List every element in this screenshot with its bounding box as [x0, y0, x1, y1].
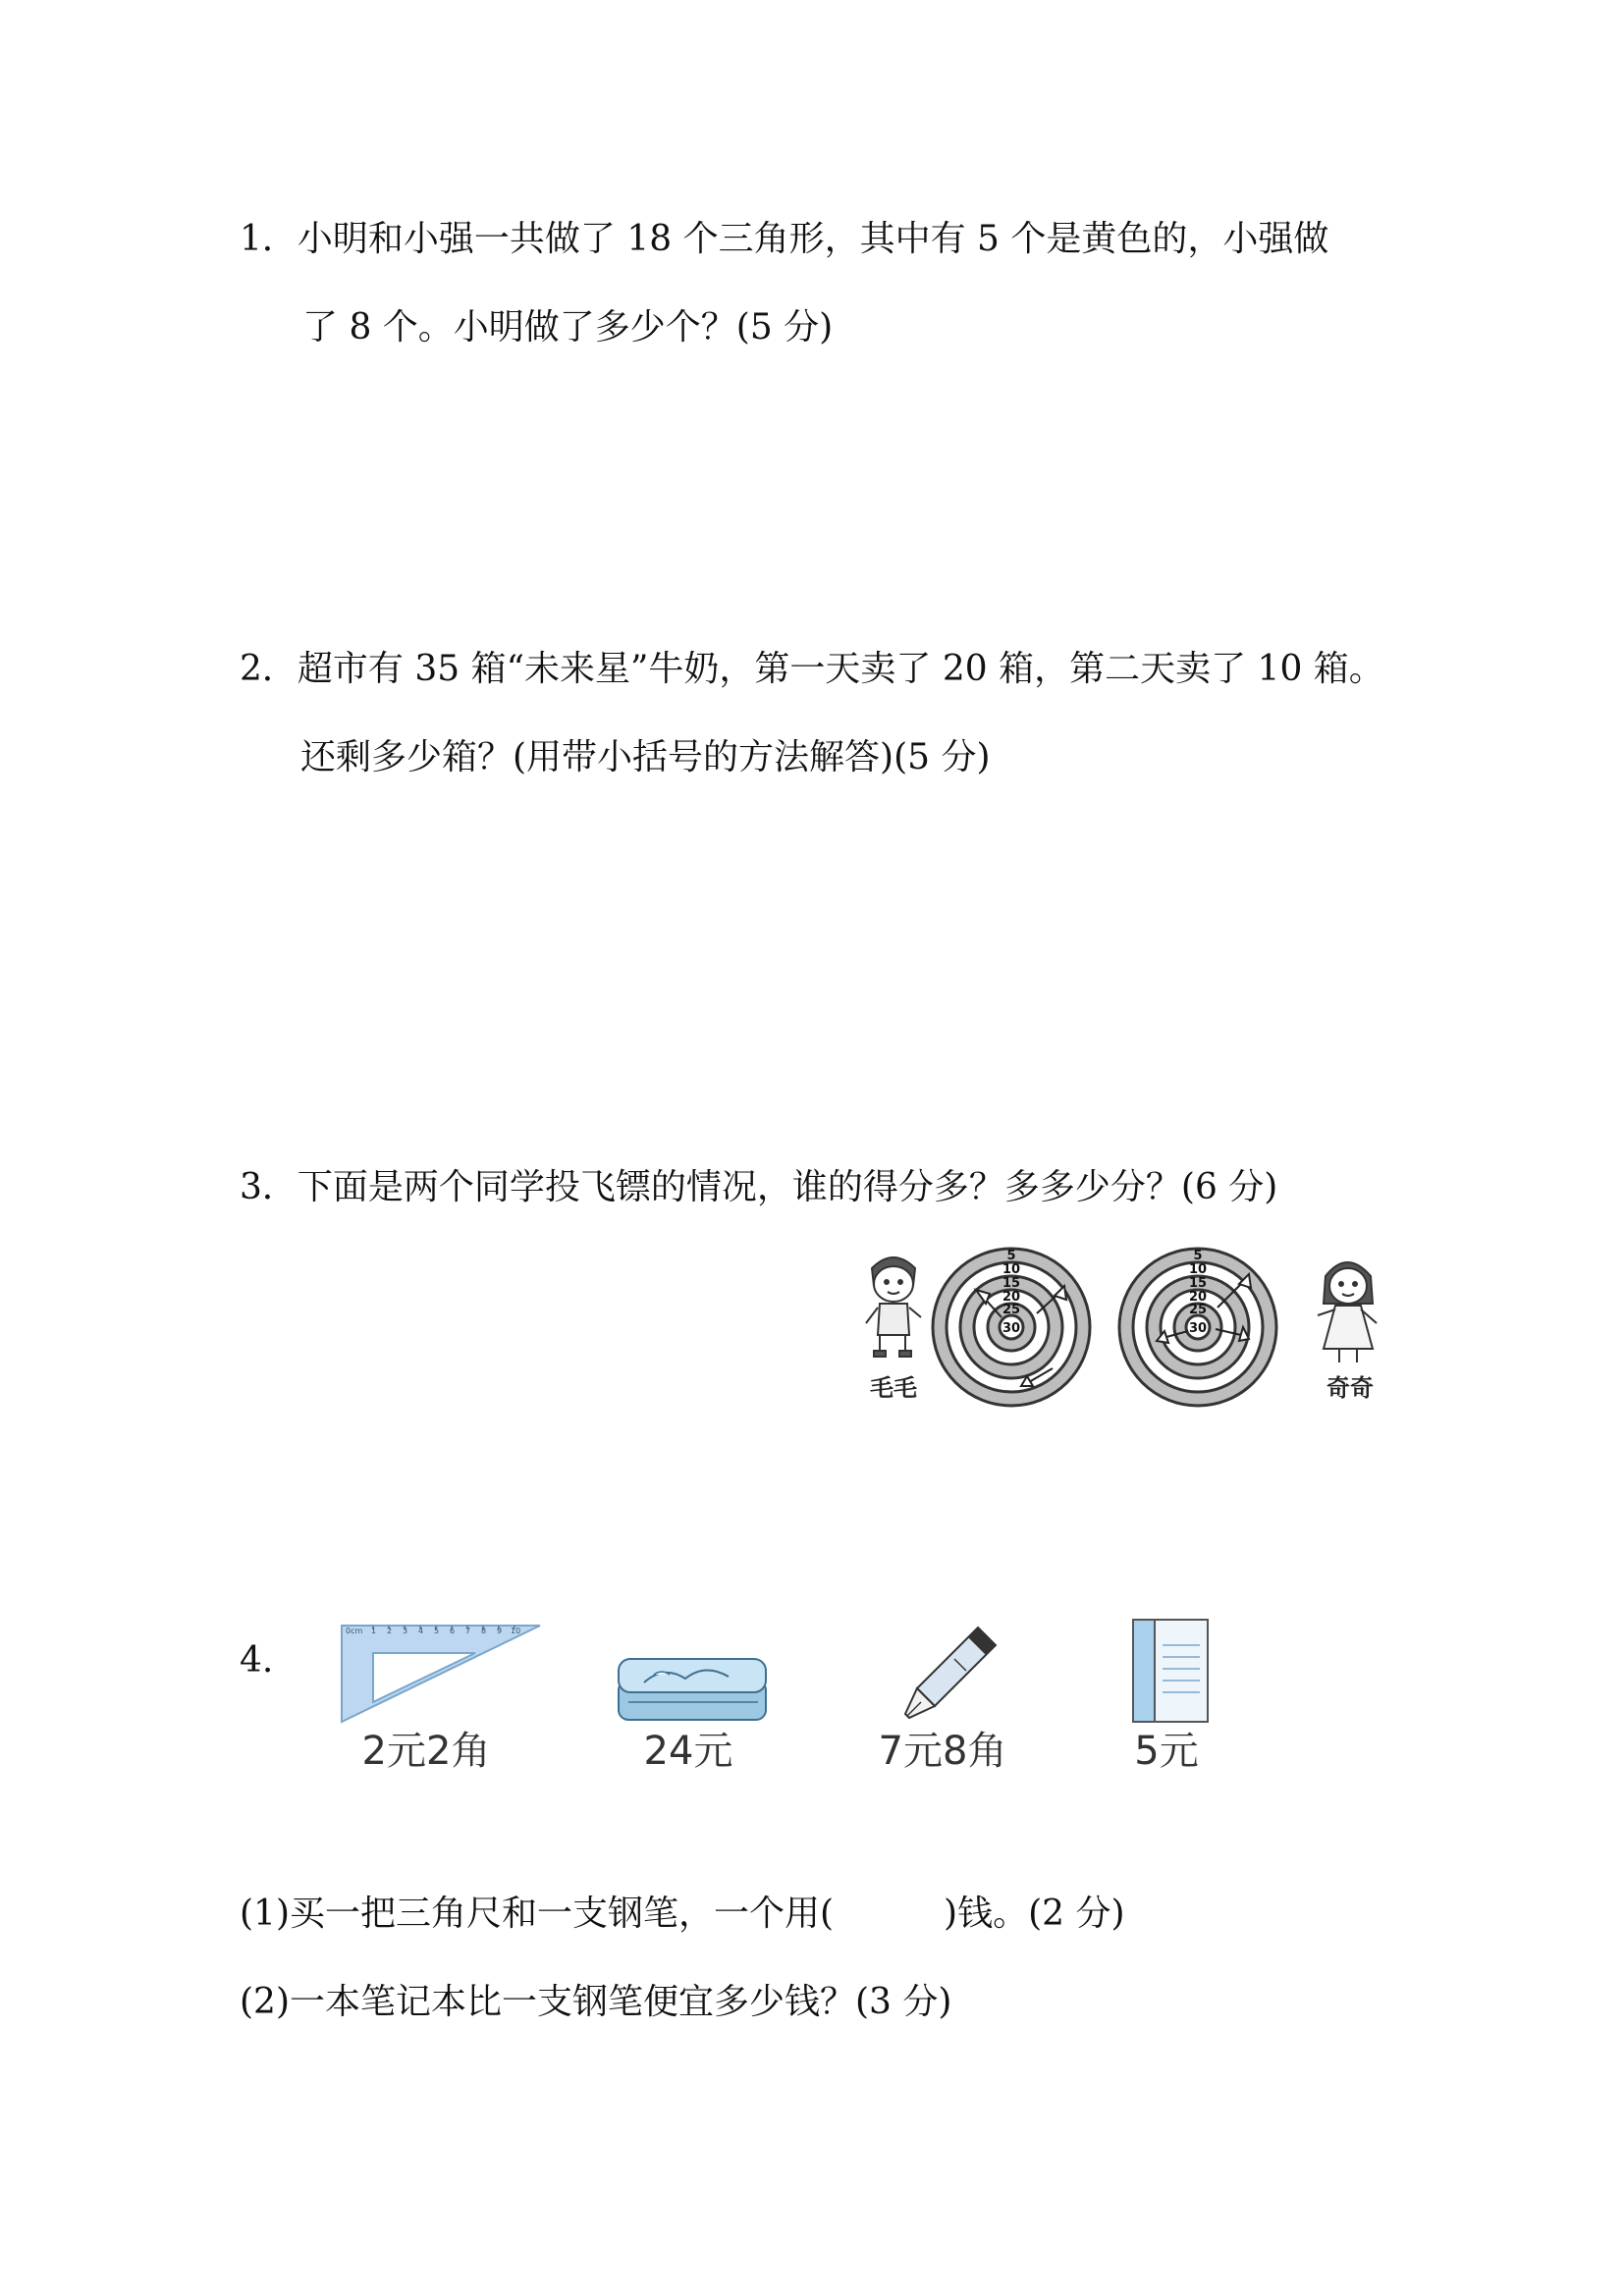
- question-4-sub-2: (2)一本笔记本比一支钢笔便宜多少钱？(3 分): [240, 1982, 952, 2022]
- left-ring-score: 15: [1001, 1276, 1021, 1291]
- question-4-sub-1-text-after: )钱。(2 分): [944, 1894, 1125, 1934]
- right-ring-score: 30: [1188, 1321, 1208, 1336]
- question-2-line-2: 还剩多少箱？(用带小括号的方法解答)(5 分): [300, 737, 991, 777]
- question-4-sub-1: [240, 1893, 1125, 1936]
- ruler-tick-label: 3: [403, 1627, 408, 1635]
- price-triangle-ruler: 2元2角: [361, 1729, 491, 1774]
- left-kid-name: 毛毛: [870, 1374, 917, 1402]
- question-1-line-1: 1．小明和小强一共做了 18 个三角形，其中有 5 个是黄色的，小强做: [240, 219, 1329, 259]
- ruler-tick-label: 2: [387, 1627, 393, 1635]
- ruler-tick-label: 7: [465, 1627, 471, 1635]
- price-pencil-case: 24元: [643, 1729, 733, 1774]
- ruler-tick-label: 10: [511, 1627, 521, 1635]
- right-kid-name: 奇奇: [1326, 1374, 1374, 1402]
- ruler-tick-label: 1: [371, 1627, 377, 1635]
- fountain-pen-icon: [895, 1620, 1003, 1728]
- left-ring-score: 25: [1001, 1303, 1021, 1317]
- question-2-line-1: 2．超市有 35 箱“未来星”牛奶，第一天卖了 20 箱，第二天卖了 10 箱。: [240, 649, 1384, 689]
- left-ring-score: 5: [1006, 1249, 1016, 1263]
- ruler-tick-label: 5: [434, 1627, 440, 1635]
- notebook-icon: [1127, 1616, 1214, 1726]
- price-notebook: 5元: [1134, 1729, 1199, 1774]
- darts-figure: [854, 1247, 1404, 1414]
- right-ring-score: 5: [1193, 1249, 1203, 1263]
- ruler-tick-label: 4: [418, 1627, 424, 1635]
- question-1-line-2: 了 8 个。小明做了多少个？(5 分): [302, 307, 834, 347]
- pencil-case-icon: [615, 1651, 772, 1726]
- ruler-tick-label: 6: [450, 1627, 456, 1635]
- right-ring-score: 25: [1188, 1303, 1208, 1317]
- left-ring-score: 20: [1001, 1290, 1021, 1305]
- left-ring-score: 30: [1001, 1321, 1021, 1336]
- boy-icon: [866, 1257, 921, 1357]
- price-fountain-pen: 7元8角: [878, 1729, 1007, 1774]
- question-4-number: 4.: [240, 1640, 274, 1681]
- ruler-tick-label: 0cm: [346, 1627, 363, 1635]
- right-ring-score: 20: [1188, 1290, 1208, 1305]
- right-ring-score: 10: [1188, 1262, 1208, 1277]
- girl-icon: [1318, 1262, 1377, 1362]
- right-ring-score: 15: [1188, 1276, 1208, 1291]
- question-3-line-1: 3．下面是两个同学投飞镖的情况，谁的得分多？多多少分？(6 分): [240, 1167, 1278, 1207]
- ruler-tick-label: 9: [497, 1627, 503, 1635]
- triangle-ruler-icon: [338, 1620, 544, 1728]
- left-ring-score: 10: [1001, 1262, 1021, 1277]
- ruler-tick-label: 8: [481, 1627, 487, 1635]
- question-4-sub-1-text-before: (1)买一把三角尺和一支钢笔，一个用(: [240, 1894, 835, 1934]
